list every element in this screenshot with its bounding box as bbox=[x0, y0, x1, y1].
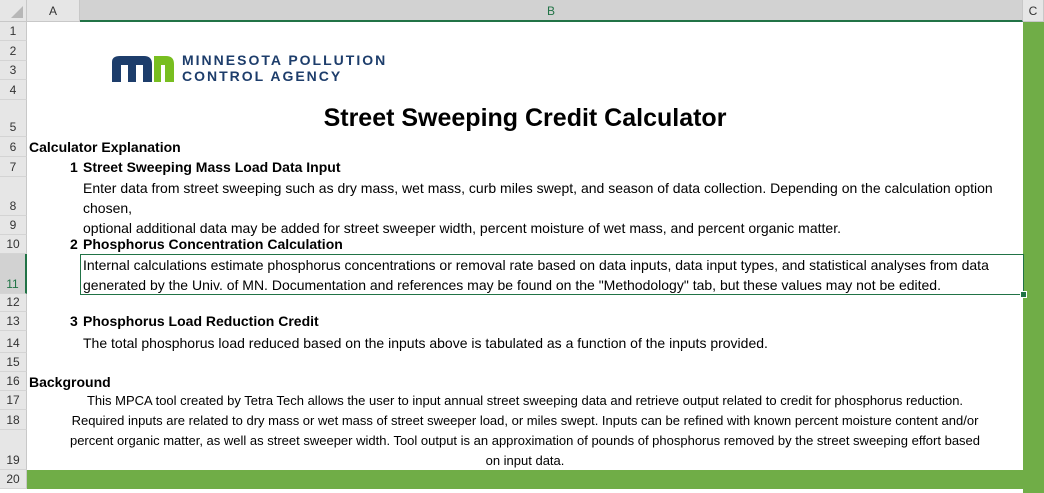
selected-cell-b11[interactable] bbox=[80, 254, 1024, 295]
background-line-4: on input data. bbox=[485, 453, 565, 468]
background-heading: Background bbox=[29, 374, 111, 390]
select-all-corner[interactable] bbox=[0, 0, 27, 22]
row-header-20[interactable]: 20 bbox=[0, 470, 27, 489]
row-header-4[interactable]: 4 bbox=[0, 80, 27, 100]
green-fill-column-c bbox=[1023, 22, 1044, 493]
page-title: Street Sweeping Credit Calculator bbox=[323, 104, 727, 132]
row-header-5[interactable]: 5 bbox=[0, 100, 27, 137]
logo-line-1: MINNESOTA POLLUTION bbox=[182, 52, 388, 68]
row-header-8[interactable]: 8 bbox=[0, 177, 27, 216]
row-header-17[interactable]: 17 bbox=[0, 391, 27, 410]
column-header-b[interactable]: B bbox=[80, 0, 1023, 22]
item-2-number: 2 bbox=[70, 236, 78, 252]
background-text bbox=[27, 391, 1023, 471]
item-3-title: Phosphorus Load Reduction Credit bbox=[83, 313, 319, 329]
background-line-2: Required inputs are related to dry mass or wet mass of street sweeper load, or miles swept. Inputs can be refined with known percent moisture content and/or bbox=[71, 413, 979, 428]
background-line-1: This MPCA tool created by Tetra Tech allows the user to input annual street sweeping data and retrieve output related to credit for phosphorus reduction. bbox=[86, 393, 964, 408]
logo-line-2: CONTROL AGENCY bbox=[182, 68, 343, 84]
row-header-12[interactable]: 12 bbox=[0, 294, 27, 312]
item-3-number: 3 bbox=[70, 313, 78, 329]
background-line-3: percent organic matter, as well as street sweeper width. Tool output is an approximation of pounds of phosphorus removed by the street sweeping effort based bbox=[69, 433, 981, 448]
item-2-line-1: Internal calculations estimate phosphorus concentrations or removal rate based on data inputs, data input types, and statistical analyses from data bbox=[83, 257, 989, 273]
row-header-15[interactable]: 15 bbox=[0, 353, 27, 372]
item-1-line-1: Enter data from street sweeping such as dry mass, wet mass, curb miles swept, and season of data collection. Depending on the calculation option chosen, bbox=[83, 180, 993, 216]
row-header-6[interactable]: 6 bbox=[0, 137, 27, 157]
item-1-number: 1 bbox=[70, 159, 78, 175]
item-1-line-2: optional additional data may be added for street sweeper width, percent moisture of wet mass, and percent organic matter. bbox=[83, 220, 841, 236]
item-2-title: Phosphorus Concentration Calculation bbox=[83, 236, 343, 252]
mn-logo-icon bbox=[112, 54, 174, 82]
item-3-description: The total phosphorus load reduced based on the inputs above is tabulated as a function of the inputs provided. bbox=[83, 335, 768, 351]
column-header-a[interactable]: A bbox=[27, 0, 80, 22]
item-2-line-2: generated by the Univ. of MN. Documentation and references may be found on the "Methodology" tab, but these values may not be edited. bbox=[83, 277, 941, 293]
row-header-1[interactable]: 1 bbox=[0, 22, 27, 41]
row-header-19[interactable]: 19 bbox=[0, 430, 27, 470]
row-header-9[interactable]: 9 bbox=[0, 216, 27, 235]
column-header-c[interactable]: C bbox=[1023, 0, 1044, 22]
row-header-13[interactable]: 13 bbox=[0, 312, 27, 331]
row-header-16[interactable]: 16 bbox=[0, 372, 27, 391]
row-header-3[interactable]: 3 bbox=[0, 61, 27, 80]
green-fill-row-20 bbox=[27, 470, 1044, 489]
item-1-description bbox=[83, 178, 1044, 238]
row-header-14[interactable]: 14 bbox=[0, 331, 27, 353]
mpca-logo bbox=[112, 52, 387, 84]
explanation-heading: Calculator Explanation bbox=[29, 139, 181, 155]
row-header-11[interactable]: 11 bbox=[0, 254, 27, 294]
item-1-title: Street Sweeping Mass Load Data Input bbox=[83, 159, 341, 175]
row-header-10[interactable]: 10 bbox=[0, 235, 27, 254]
row-header-18[interactable]: 18 bbox=[0, 410, 27, 430]
row-header-7[interactable]: 7 bbox=[0, 157, 27, 177]
row-header-2[interactable]: 2 bbox=[0, 41, 27, 61]
